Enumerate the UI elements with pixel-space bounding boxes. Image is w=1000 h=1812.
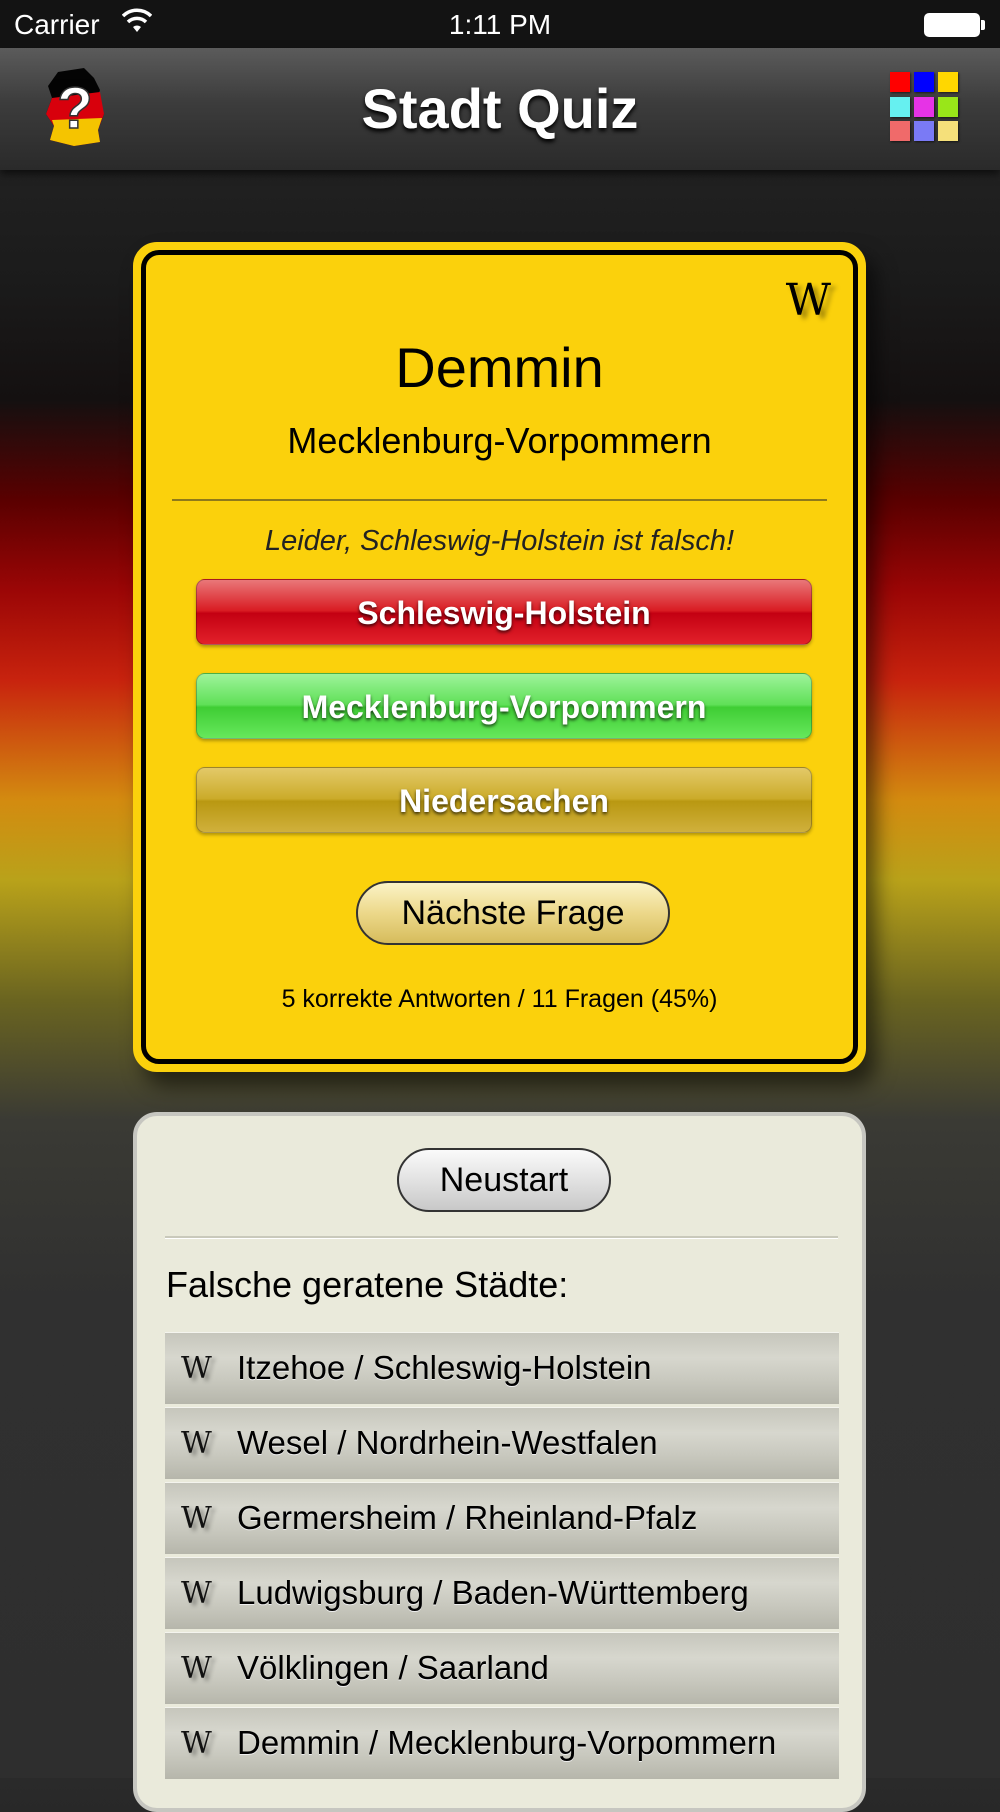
score-text: 5 korrekte Antworten / 11 Fragen (45%) bbox=[281, 985, 718, 1013]
wikipedia-icon: W bbox=[181, 1576, 212, 1611]
grid-color-square bbox=[938, 72, 958, 92]
wikipedia-icon: W bbox=[181, 1351, 212, 1386]
status-bar bbox=[0, 0, 1000, 48]
list-item[interactable] bbox=[165, 1407, 839, 1479]
list-item-label: Itzehoe / Schleswig-Holstein bbox=[237, 1349, 652, 1386]
panel-divider bbox=[165, 1236, 838, 1239]
list-item[interactable] bbox=[165, 1707, 839, 1779]
next-question-button[interactable]: Nächste Frage bbox=[356, 881, 670, 945]
wikipedia-icon: W bbox=[181, 1426, 212, 1461]
wrong-cities-list bbox=[165, 1332, 839, 1782]
battery-icon bbox=[924, 13, 980, 37]
list-item[interactable] bbox=[165, 1332, 839, 1404]
answer-button-correct[interactable]: Mecklenburg-Vorpommern bbox=[196, 673, 812, 739]
wikipedia-icon: W bbox=[181, 1501, 212, 1536]
grid-color-square bbox=[890, 97, 910, 117]
nav-bar bbox=[0, 48, 1000, 170]
carrier-label: Carrier bbox=[14, 9, 100, 40]
list-item[interactable] bbox=[165, 1482, 839, 1554]
wrong-cities-heading: Falsche geratene Städte: bbox=[166, 1264, 569, 1305]
list-item-label: Völklingen / Saarland bbox=[237, 1649, 549, 1686]
answer-feedback: Leider, Schleswig-Holstein ist falsch! bbox=[264, 525, 735, 557]
restart-button[interactable]: Neustart bbox=[397, 1148, 611, 1212]
grid-color-square bbox=[890, 121, 910, 141]
answer-button-wrong[interactable]: Schleswig-Holstein bbox=[196, 579, 812, 645]
grid-color-square bbox=[938, 121, 958, 141]
grid-color-square bbox=[914, 121, 934, 141]
city-name: Demmin bbox=[395, 336, 604, 399]
city-state: Mecklenburg-Vorpommern bbox=[287, 420, 712, 461]
grid-color-square bbox=[890, 72, 910, 92]
list-item[interactable] bbox=[165, 1557, 839, 1629]
list-item[interactable] bbox=[165, 1632, 839, 1704]
wikipedia-icon[interactable]: W bbox=[785, 275, 831, 326]
answer-button-neutral[interactable]: Niedersachen bbox=[196, 767, 812, 833]
list-item-label: Demmin / Mecklenburg-Vorpommern bbox=[237, 1724, 777, 1761]
quiz-card bbox=[133, 242, 866, 1072]
results-panel bbox=[133, 1112, 866, 1812]
list-item-label: Ludwigsburg / Baden-Württemberg bbox=[237, 1574, 749, 1611]
clock: 1:11 PM bbox=[448, 9, 552, 40]
wikipedia-icon: W bbox=[181, 1726, 212, 1761]
list-item-label: Germersheim / Rheinland-Pfalz bbox=[237, 1499, 698, 1536]
grid-color-square bbox=[938, 97, 958, 117]
grid-color-square bbox=[914, 72, 934, 92]
svg-text:?: ? bbox=[57, 76, 93, 141]
list-item-label: Wesel / Nordrhein-Westfalen bbox=[237, 1424, 658, 1461]
color-grid-icon[interactable] bbox=[890, 72, 960, 142]
wikipedia-icon: W bbox=[181, 1651, 212, 1686]
quiz-card-border bbox=[141, 250, 858, 1064]
card-divider bbox=[172, 499, 827, 501]
page-title: Stadt Quiz bbox=[361, 77, 639, 140]
grid-color-square bbox=[914, 97, 934, 117]
